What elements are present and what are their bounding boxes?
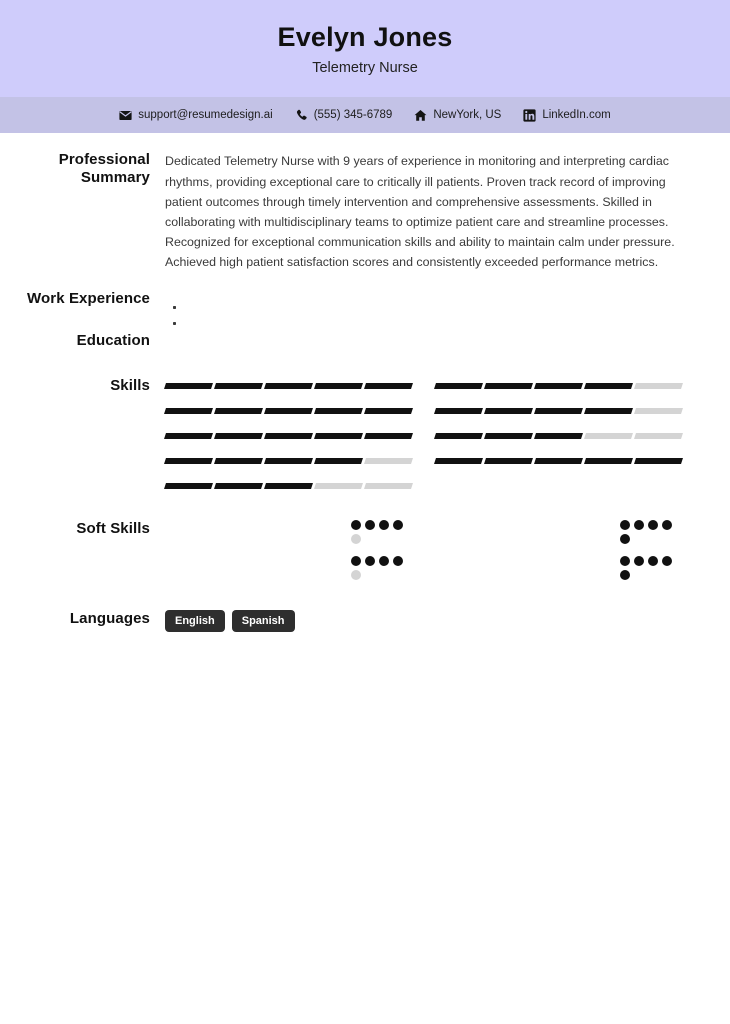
section-label-skills: Skills [110,377,150,394]
section-content-skills [165,377,692,502]
languages-list [165,610,682,632]
skill-item [435,377,683,402]
skill-bar-segment [634,383,683,389]
contact-item-phone[interactable] [295,109,393,122]
rating-dot [365,556,375,566]
skill-bar-segment [364,408,413,414]
email-icon [119,109,132,122]
skill-bar-segment [214,383,263,389]
skill-bar-segment [164,483,213,489]
skill-bar-segment [214,408,263,414]
skill-bar-segment [484,433,533,439]
section-label-experience: Work Experience [27,290,150,307]
section-content-experience [165,290,692,314]
rating-dot [648,520,658,530]
section-label-summary: Professional Summary [58,151,150,187]
skill-bar-segment [314,483,363,489]
skill-bar-segment [164,408,213,414]
skill-bar-segment [634,433,683,439]
skill-level-bar [435,458,683,464]
skill-level-bar [435,408,683,414]
skill-level-bar [165,458,413,464]
phone-icon [295,109,308,122]
skill-level-bar [435,383,683,389]
rating-dot [634,520,644,530]
soft-skill-rating-dots [620,556,682,580]
skill-bar-segment [364,458,413,464]
skill-bar-segment [534,408,583,414]
section-content-education [165,332,692,359]
candidate-name: Evelyn Jones [277,22,453,52]
skill-bar-segment [164,433,213,439]
language-chip: English [165,610,225,632]
rating-dot [365,520,375,530]
skill-bar-segment [264,483,313,489]
rating-dot [393,520,403,530]
skill-bar-segment [584,433,633,439]
rating-dot [662,520,672,530]
skill-bar-segment [434,383,483,389]
skill-bar-segment [314,458,363,464]
skill-level-bar [165,383,413,389]
skill-bar-segment [164,458,213,464]
skill-bar-segment [434,433,483,439]
skill-bar-segment [634,458,683,464]
soft-skill-item [435,556,683,592]
skill-level-bar [165,408,413,414]
skill-bar-segment [214,458,263,464]
rating-dot [620,556,630,566]
contact-text: (555) 345-6789 [313,109,393,122]
skill-item [165,377,413,402]
section-languages [0,592,692,632]
soft-skill-rating-dots [620,520,682,544]
rating-dot [351,570,361,580]
skill-bar-segment [584,383,633,389]
skill-bar-segment [264,383,313,389]
section-label-languages: Languages [69,610,150,627]
contact-bar [0,97,730,133]
section-soft-skills [0,502,692,592]
skill-bar-segment [484,383,533,389]
skill-item [165,477,413,502]
contact-text: NewYork, US [433,109,502,122]
skill-bar-segment [164,383,213,389]
skill-bar-segment [434,408,483,414]
skill-bar-segment [314,408,363,414]
skill-level-bar [165,483,413,489]
soft-skills-grid [165,520,682,592]
skill-bar-segment [214,433,263,439]
skill-bar-segment [534,458,583,464]
skill-bar-segment [484,408,533,414]
skill-bar-segment [314,383,363,389]
skill-item [165,427,413,452]
section-work-experience [0,272,692,314]
section-content-soft-skills [165,520,692,592]
soft-skill-item [165,520,413,556]
rating-dot [393,556,403,566]
skill-bar-segment [314,433,363,439]
skill-bar-segment [264,458,313,464]
section-content-languages [165,610,692,632]
skill-item [165,452,413,477]
skill-bar-segment [364,383,413,389]
skill-bar-segment [434,458,483,464]
contact-text: support@resumedesign.ai [138,109,273,122]
skill-level-bar [435,433,683,439]
section-label-education: Education [76,332,150,349]
skill-bar-segment [534,383,583,389]
contact-item-linkedin[interactable] [523,109,610,122]
rating-dot [620,570,630,580]
skill-bar-segment [214,483,263,489]
skill-bar-segment [264,433,313,439]
section-professional-summary [0,133,692,272]
soft-skill-rating-dots [351,520,413,544]
soft-skill-item [435,520,683,556]
skill-bar-segment [364,483,413,489]
section-skills [0,359,692,502]
skill-item [435,427,683,452]
section-label-soft-skills: Soft Skills [76,520,150,537]
skill-item [165,402,413,427]
soft-skill-rating-dots [351,556,413,580]
skill-bar-segment [584,408,633,414]
rating-dot [379,556,389,566]
linkedin-icon [523,109,536,122]
skill-bar-segment [584,458,633,464]
skill-bar-segment [634,408,683,414]
rating-dot [662,556,672,566]
rating-dot [351,556,361,566]
rating-dot [620,534,630,544]
candidate-job-title: Telemetry Nurse [312,60,418,77]
rating-dot [620,520,630,530]
rating-dot [351,520,361,530]
section-content-summary [165,151,692,272]
rating-dot [634,556,644,566]
skill-bar-segment [264,408,313,414]
rating-dot [648,556,658,566]
rating-dot [351,534,361,544]
contact-item-email[interactable] [119,109,272,122]
skill-item [435,452,683,477]
resume-header [0,0,730,97]
contact-text: LinkedIn.com [542,109,611,122]
skills-grid [165,377,682,502]
rating-dot [379,520,389,530]
skill-bar-segment [364,433,413,439]
language-chip: Spanish [232,610,295,632]
skill-level-bar [165,433,413,439]
resume-body [0,133,730,632]
skill-bar-segment [484,458,533,464]
soft-skill-item [165,556,413,592]
skill-bar-segment [534,433,583,439]
home-icon [414,109,427,122]
skill-item [435,402,683,427]
summary-text: Dedicated Telemetry Nurse with 9 years of experience in monitoring and interpreting cardiac rhythms, providing exceptional care to critically ill patients. Proven track record of improving patient outcomes through timely intervention and comprehensive assessments. Skilled in collaborating with multidisciplinary teams to optimize patient care and streamline processes. Recognized for exceptional communication skills and ability to maintain calm under pressure. Achieved high patient satisfaction scores and consistently exceeded performance metrics. [165,154,675,269]
section-education [0,314,692,359]
contact-item-home[interactable] [414,109,501,122]
